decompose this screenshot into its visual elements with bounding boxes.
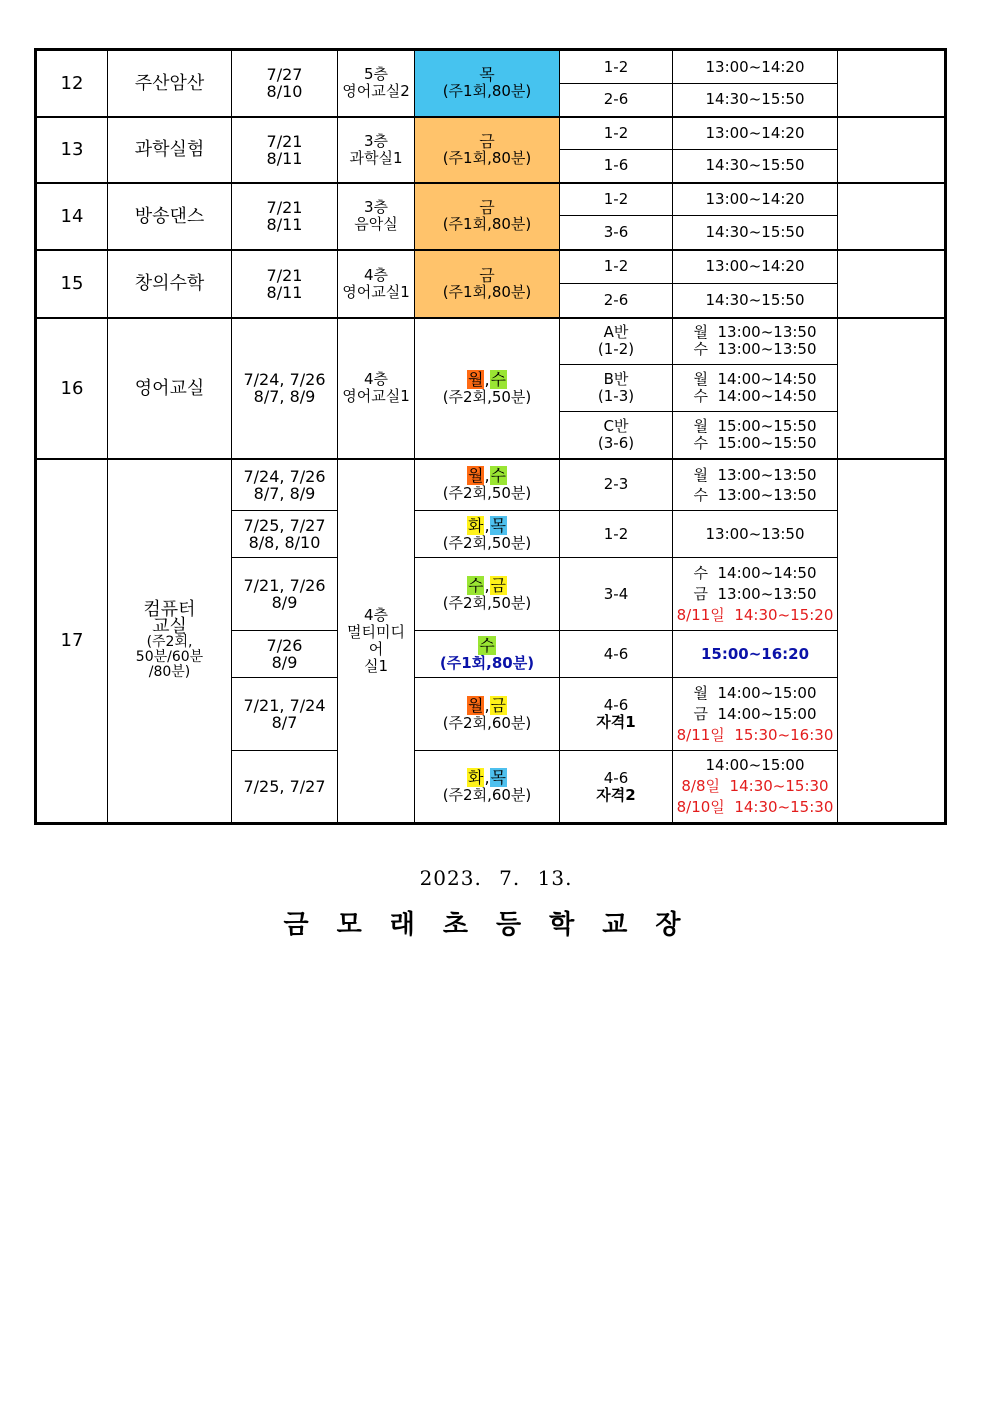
day-cell: [415, 558, 560, 631]
row-number: 12: [36, 50, 108, 117]
frequency: (주1회,80분): [442, 82, 532, 101]
class-grade: 4-6: [603, 768, 629, 787]
day-cell: [415, 511, 560, 558]
note-cell: [838, 250, 946, 318]
note-cell: [838, 318, 946, 459]
day-label: 금: [479, 198, 495, 217]
day-mon: 월: [467, 466, 484, 486]
time-line: 금 13:00~13:50: [693, 584, 817, 603]
time-cell: 13:00~14:20: [673, 50, 838, 84]
dates-cell: [232, 183, 338, 250]
day-fri: 금: [490, 575, 507, 595]
day-mon: 월: [467, 369, 484, 389]
row-number: 14: [36, 183, 108, 250]
day-wed: 수: [467, 575, 484, 595]
day-cell: [415, 183, 560, 250]
frequency: (주2회,50분): [442, 533, 532, 552]
day-cell: [415, 631, 560, 678]
room-cell: [338, 459, 415, 824]
date-line: 8/11: [266, 148, 303, 168]
day-cell: [415, 751, 560, 824]
day-cell: [415, 117, 560, 183]
date-line: 7/21, 7/26: [243, 576, 326, 595]
grade-cell: 1-2: [560, 250, 673, 284]
time-line: 수 13:00~13:50: [693, 485, 817, 504]
date-line: 8/9: [271, 593, 298, 612]
frequency: (주1회,80분): [442, 148, 532, 167]
date-line: 8/7: [271, 713, 298, 732]
day-tue: 화: [467, 768, 484, 787]
day-separator: ,: [484, 515, 490, 535]
time-line: 수 14:00~14:50: [693, 563, 817, 582]
frequency: (주2회,50분): [442, 484, 532, 503]
day-mon: 월: [467, 695, 484, 715]
date-line: 7/27: [266, 65, 303, 85]
time-cell: [673, 318, 838, 365]
time-cell: 13:00~14:20: [673, 250, 838, 284]
grade-cell: 2-6: [560, 84, 673, 117]
day-labels: [467, 697, 507, 714]
class-grade: (1-3): [597, 387, 635, 405]
date-line: 7/24, 7/26: [243, 370, 326, 389]
grade-cell: [560, 412, 673, 459]
date-line: 8/10: [266, 82, 303, 102]
day-wed: 수: [479, 635, 495, 655]
day-labels: [467, 517, 507, 534]
time-cell: 13:00~14:20: [673, 183, 838, 216]
subject-name: 주산암산: [108, 50, 232, 117]
day-thu: 목: [490, 515, 507, 535]
day-separator: ,: [484, 768, 490, 787]
subject-line: 컴퓨터: [143, 599, 196, 621]
dates-cell: [232, 117, 338, 183]
time-cell: [673, 459, 838, 511]
dates-cell: [232, 511, 338, 558]
grade-cell: [560, 678, 673, 751]
subject-name: 방송댄스: [108, 183, 232, 250]
day-cell: [415, 459, 560, 511]
grade-cell: 3-6: [560, 216, 673, 250]
class-name: A반: [603, 323, 629, 342]
note-cell: [838, 117, 946, 183]
grade-cell: 1-2: [560, 183, 673, 216]
room-floor: 3층: [363, 198, 389, 216]
date-line: 7/26: [266, 636, 303, 655]
room-name: 음악실: [354, 215, 398, 233]
time-cell: 13:00~13:50: [673, 511, 838, 558]
grade-cell: 1-2: [560, 117, 673, 150]
frequency: (주1회,80분): [439, 653, 535, 672]
day-labels: [478, 637, 495, 654]
time-cell: 15:00~16:20: [673, 631, 838, 678]
dates-cell: [232, 459, 338, 511]
grade-cell: 1-2: [560, 511, 673, 558]
room-floor: 5층: [363, 65, 389, 84]
time-line: 수 13:00~13:50: [693, 340, 817, 359]
grade-cell: [560, 751, 673, 824]
day-label: 목: [479, 65, 495, 85]
note-cell: [838, 50, 946, 117]
day-separator: ,: [484, 466, 490, 486]
time-cell: 14:30~15:50: [673, 150, 838, 183]
day-cell: [415, 250, 560, 318]
room-cell: [338, 318, 415, 459]
subject-name: 창의수학: [108, 250, 232, 318]
grade-cell: 2-6: [560, 284, 673, 318]
time-line: 수 15:00~15:50: [693, 433, 817, 452]
time-line: 월 15:00~15:50: [693, 416, 817, 435]
special-date-line: 8/10일 14:30~15:30: [676, 798, 834, 816]
subject-note: 50분/60분: [135, 649, 204, 666]
time-line: 월 13:00~13:50: [693, 465, 817, 484]
grade-cell: 1-2: [560, 50, 673, 84]
grade-cell: [560, 365, 673, 412]
frequency: (주2회,60분): [442, 786, 532, 804]
date-line: 7/21, 7/24: [243, 696, 326, 715]
time-cell: [673, 365, 838, 412]
time-cell: [673, 751, 838, 824]
day-cell: [415, 50, 560, 117]
date-line: 8/7, 8/9: [253, 483, 316, 503]
time-line: 월 14:00~15:00: [693, 683, 817, 702]
special-date-line: 8/11일 14:30~15:20: [676, 605, 834, 624]
time-line: 14:00~15:00: [705, 756, 805, 774]
frequency: (주2회,60분): [442, 713, 532, 732]
dates-cell: [232, 678, 338, 751]
room-cell: [338, 250, 415, 318]
time-line: 금 14:00~15:00: [693, 704, 817, 723]
grade-cell: [560, 318, 673, 365]
dates-cell: [232, 318, 338, 459]
subject-note: /80분): [148, 664, 191, 681]
room-name: 영어교실1: [342, 282, 410, 301]
subject-name: 영어교실: [108, 318, 232, 459]
day-tue: 화: [467, 515, 484, 535]
dates-cell: [232, 631, 338, 678]
row-number: 16: [36, 318, 108, 459]
day-label: 금: [479, 131, 495, 151]
date-line: 7/21: [266, 265, 303, 285]
school-principal-signature: 금모래초등학교장: [283, 910, 709, 940]
dates-cell: [232, 558, 338, 631]
time-cell: [673, 678, 838, 751]
date-line: 7/21: [266, 198, 303, 217]
subject-line: 교실: [152, 616, 187, 638]
time-cell: 14:30~15:50: [673, 284, 838, 318]
row-number: 13: [36, 117, 108, 183]
subject-name: [108, 459, 232, 824]
class-grade: (1-2): [597, 340, 635, 359]
date-line: 7/25, 7/27: [243, 516, 326, 535]
day-separator: ,: [484, 695, 490, 715]
day-wed: 수: [490, 369, 507, 389]
class-qualification: 자격2: [596, 785, 636, 804]
class-name: C반: [603, 416, 629, 435]
time-line: 월 13:00~13:50: [693, 323, 817, 342]
special-date-line: 8/11일 15:30~16:30: [676, 725, 834, 744]
time-cell: [673, 558, 838, 631]
room-cell: [338, 117, 415, 183]
time-line: 수 14:00~14:50: [693, 387, 817, 405]
date-line: 8/9: [271, 653, 298, 672]
special-date-line: 8/8일 14:30~15:30: [681, 777, 829, 795]
issue-date: 2023. 7. 13.: [419, 866, 573, 890]
day-cell: [415, 678, 560, 751]
schedule-table: [34, 48, 947, 825]
note-cell: [838, 459, 946, 824]
room-floor: 4층: [363, 605, 389, 624]
date-line: 8/11: [266, 215, 303, 234]
date-line: 8/11: [266, 282, 303, 302]
date-line: 7/24, 7/26: [243, 466, 326, 486]
time-cell: 13:00~14:20: [673, 117, 838, 150]
dates-cell: [232, 250, 338, 318]
time-line: 월 14:00~14:50: [693, 370, 817, 388]
date-line: 8/8, 8/10: [248, 533, 321, 552]
room-name: 영어교실1: [342, 387, 410, 405]
row-number: 15: [36, 250, 108, 318]
class-grade: (3-6): [597, 433, 635, 452]
room-floor: 4층: [363, 265, 389, 284]
grade-cell: 2-3: [560, 459, 673, 511]
room-name: 과학실1: [349, 148, 403, 167]
dates-cell: [232, 50, 338, 117]
room-floor: 3층: [363, 131, 389, 150]
day-separator: ,: [484, 369, 490, 389]
frequency: (주1회,80분): [442, 282, 532, 301]
class-name: B반: [603, 370, 629, 388]
dates-cell: [232, 751, 338, 824]
row-number: 17: [36, 459, 108, 824]
frequency: (주2회,50분): [442, 593, 532, 612]
day-fri: 금: [490, 695, 507, 715]
note-cell: [838, 183, 946, 250]
grade-cell: 1-6: [560, 150, 673, 183]
day-labels: [467, 577, 507, 594]
room-floor: 4층: [363, 370, 389, 388]
room-cell: [338, 50, 415, 117]
class-grade: 4-6: [603, 696, 629, 714]
time-cell: [673, 412, 838, 459]
date-line: 7/21: [266, 131, 303, 151]
frequency: (주1회,80분): [442, 215, 532, 233]
date-line: 8/7, 8/9: [253, 387, 316, 406]
subject-note: (주2회,: [146, 634, 193, 651]
time-cell: 14:30~15:50: [673, 84, 838, 117]
day-wed: 수: [490, 466, 507, 486]
subject-name: 과학실험: [108, 117, 232, 183]
room-name: 영어교실2: [342, 82, 410, 101]
day-labels: [467, 769, 507, 786]
day-labels: [467, 371, 507, 388]
class-qualification: 자격1: [596, 713, 636, 731]
grade-cell: 3-4: [560, 558, 673, 631]
day-cell: [415, 318, 560, 459]
grade-cell: 4-6: [560, 631, 673, 678]
frequency: (주2회,50분): [442, 387, 532, 406]
room-cell: [338, 183, 415, 250]
day-separator: ,: [484, 575, 490, 595]
date-line: 7/25, 7/27: [243, 777, 326, 796]
time-cell: 14:30~15:50: [673, 216, 838, 250]
day-labels: [467, 467, 507, 484]
day-label: 금: [479, 265, 495, 285]
room-name: 멀티미디어: [347, 622, 405, 658]
room-name: 실1: [363, 656, 389, 675]
day-thu: 목: [490, 768, 507, 787]
